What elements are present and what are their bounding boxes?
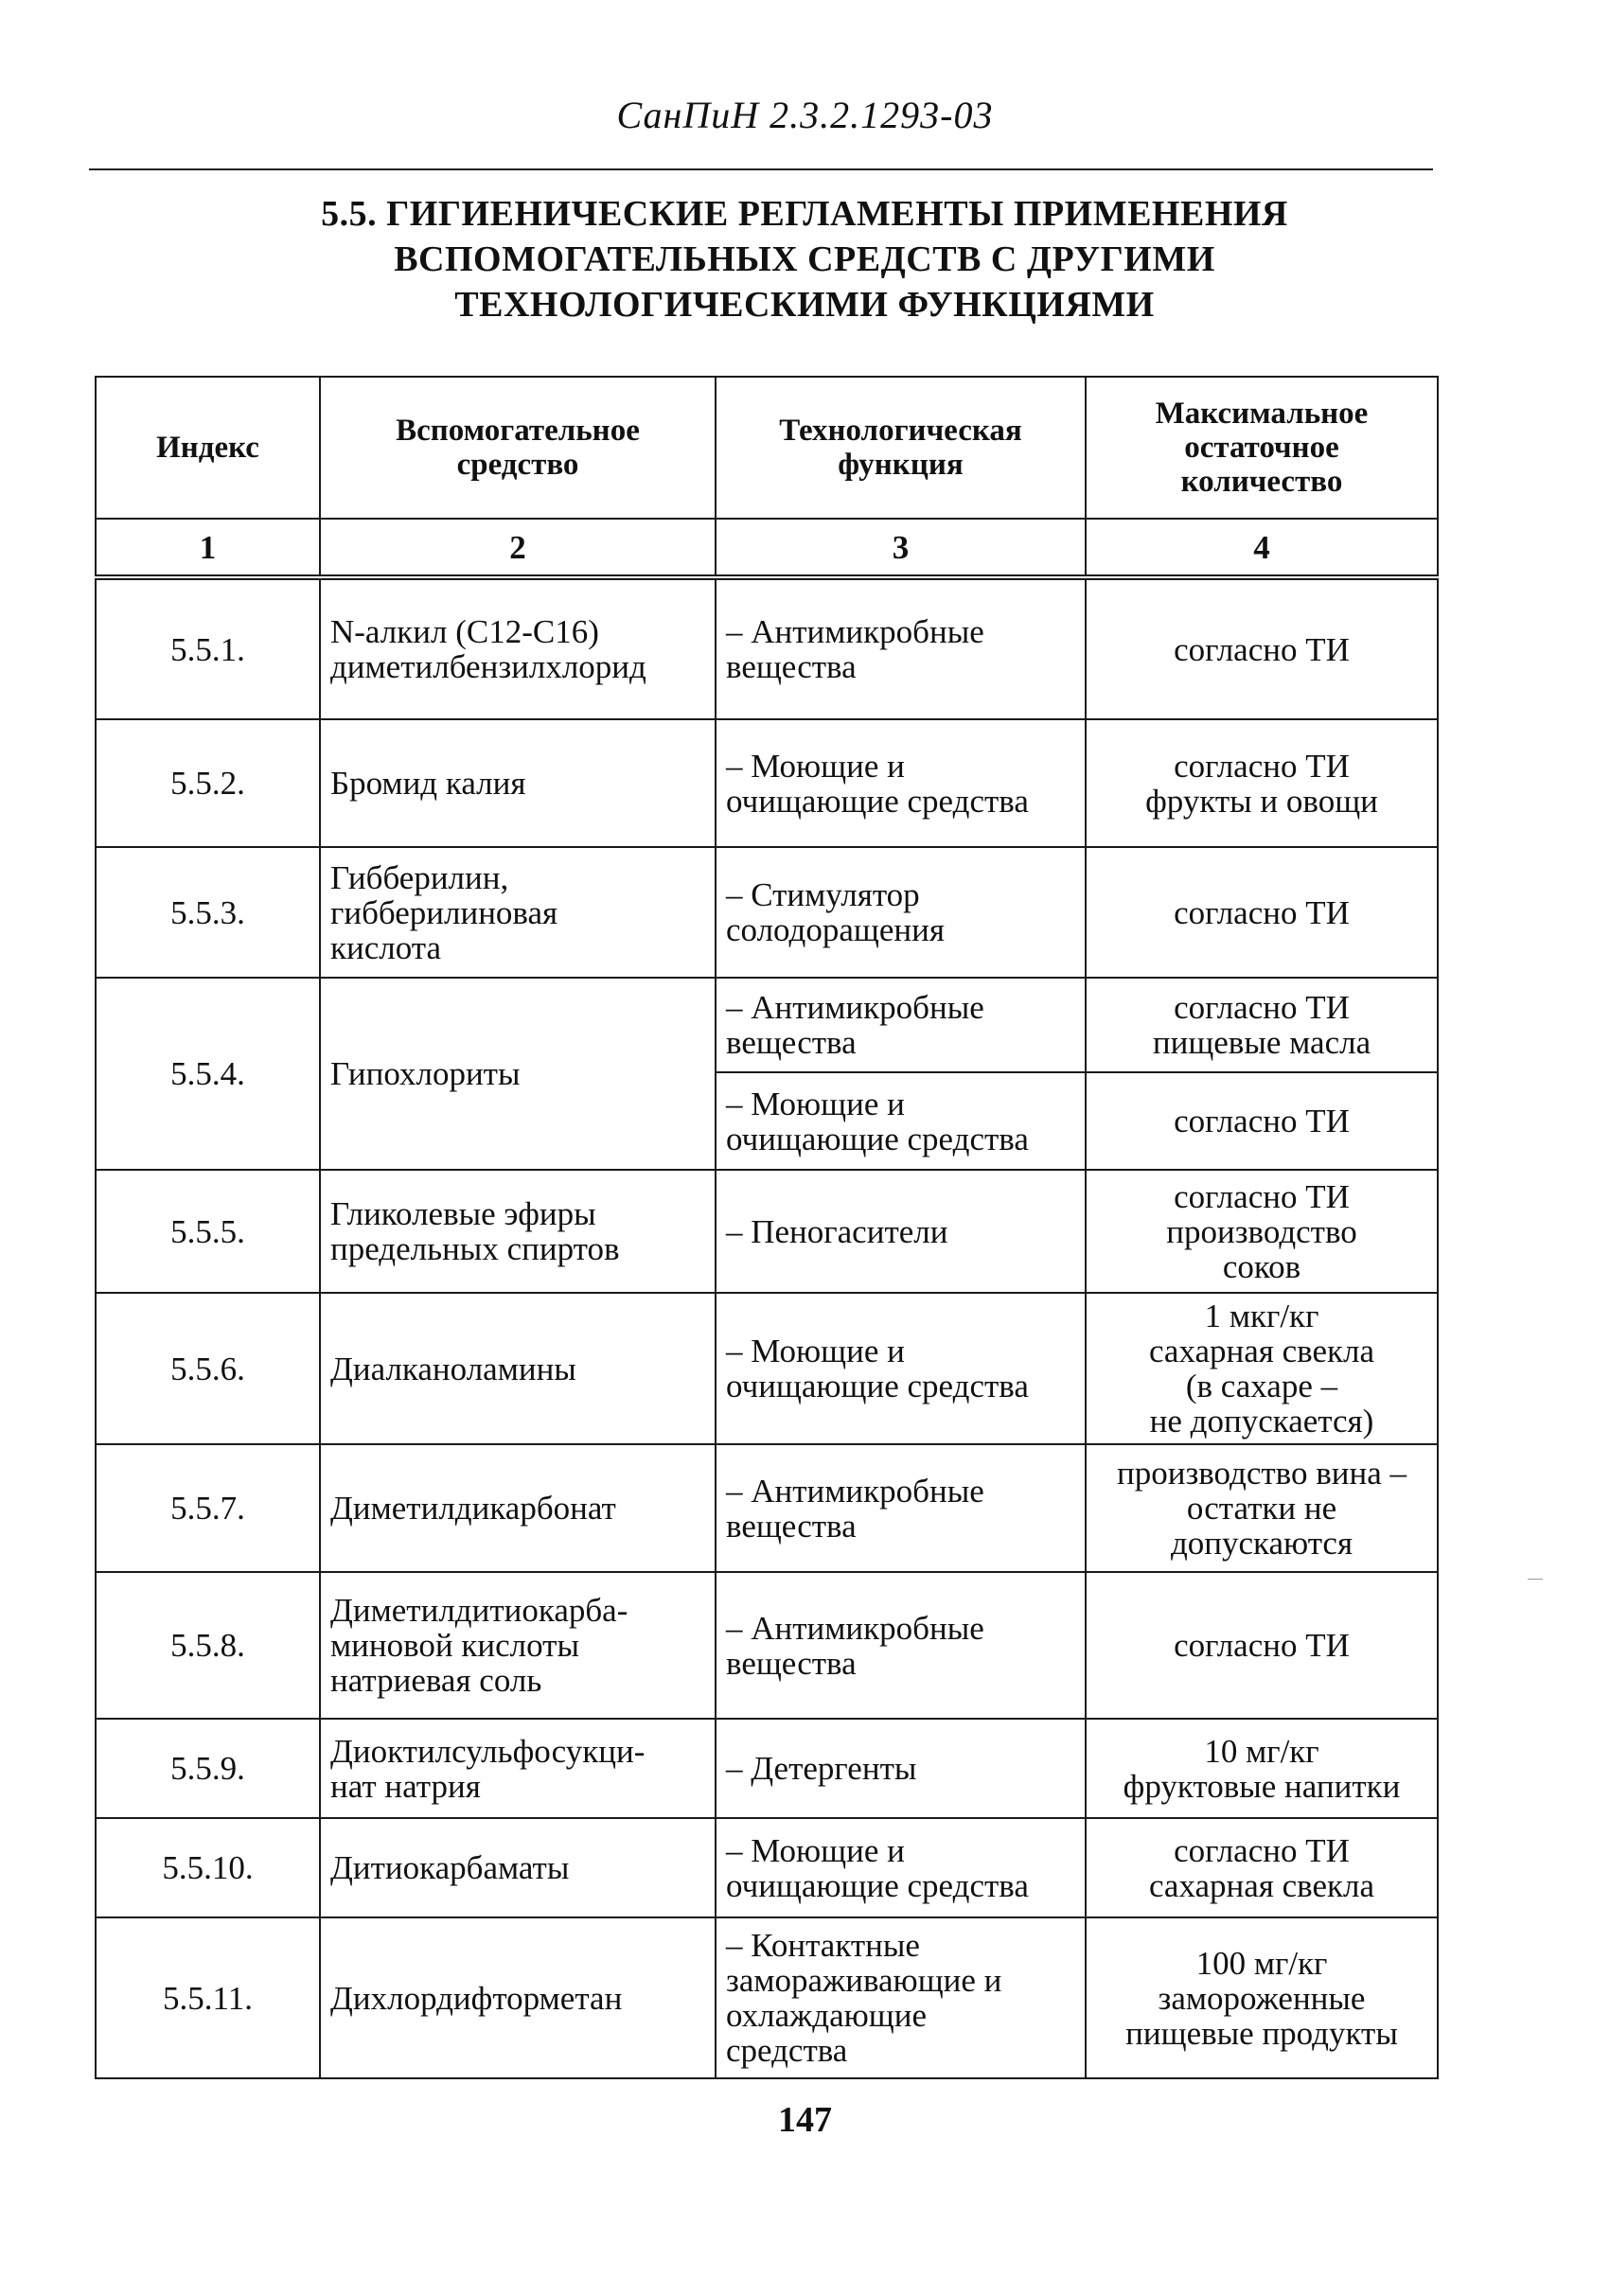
- function-cell-line: очищающие средства: [726, 1120, 1029, 1157]
- function-cell-line: – Контактные: [726, 1927, 920, 1964]
- function-cell-line: вещества: [726, 1024, 857, 1061]
- function-cell-line: – Моющие и: [726, 1831, 905, 1869]
- max-residue-cell: [1086, 577, 1438, 719]
- max-residue-cell-line: 10 мг/кг: [1204, 1732, 1319, 1770]
- table-row: [96, 1818, 1438, 1917]
- function-cell-line: – Моющие и: [726, 1333, 905, 1369]
- agent-cell: [320, 1719, 716, 1818]
- max-residue-cell-line: замороженные: [1158, 1979, 1366, 2017]
- function-cell-line: – Антимикробные: [726, 989, 984, 1026]
- max-residue-cell-line: 1 мкг/кг: [1204, 1298, 1319, 1334]
- header-rule: [89, 168, 1433, 170]
- agent-cell-line: предельных спиртов: [330, 1230, 620, 1267]
- agent-cell-line: Гипохлориты: [330, 1055, 521, 1092]
- function-cell-line: охлаждающие: [726, 1997, 928, 2034]
- function-cell-line: вещества: [726, 648, 857, 685]
- function-cell: [716, 1293, 1086, 1444]
- table-row: [96, 1293, 1438, 1444]
- section-title-line: ВСПОМОГАТЕЛЬНЫХ СРЕДСТВ С ДРУГИМИ: [394, 239, 1215, 279]
- max-residue-cell: [1086, 978, 1438, 1072]
- max-residue-cell-line: согласно ТИ: [1174, 893, 1350, 931]
- max-residue-cell: [1086, 719, 1438, 847]
- agent-cell-line: Гибберилин,: [330, 858, 509, 896]
- function-cell: [716, 1444, 1086, 1572]
- max-residue-cell-line: согласно ТИ: [1174, 989, 1350, 1026]
- agent-cell: [320, 1170, 716, 1293]
- function-cell-line: – Стимулятор: [726, 876, 920, 913]
- max-residue-cell: [1086, 1818, 1438, 1917]
- function-cell-line: – Детергенты: [726, 1750, 917, 1787]
- max-residue-cell-line: фрукты и овощи: [1145, 782, 1378, 820]
- function-cell: [716, 577, 1086, 719]
- max-residue-cell: [1086, 1917, 1438, 2078]
- agent-cell: [320, 577, 716, 719]
- agent-cell-line: гибберилиновая: [330, 893, 558, 931]
- index-cell: 5.5.7.: [96, 1444, 320, 1572]
- index-cell: 5.5.10.: [96, 1818, 320, 1917]
- max-residue-cell-line: пищевые масла: [1152, 1024, 1371, 1061]
- table-row: [96, 1719, 1438, 1818]
- max-residue-cell-line: сахарная свекла: [1148, 1866, 1375, 1904]
- agent-cell: [320, 1293, 716, 1444]
- column-number: 2: [320, 519, 716, 577]
- function-cell: [716, 847, 1086, 978]
- max-residue-cell-line: 100 мг/кг: [1195, 1944, 1328, 1982]
- agent-cell-line: кислота: [330, 928, 442, 966]
- agent-cell-line: Гликолевые эфиры: [330, 1195, 596, 1232]
- max-residue-cell-line: (в сахаре –: [1185, 1368, 1338, 1404]
- agent-cell-line: Диалканоламины: [330, 1350, 576, 1387]
- section-title-line: 5.5. ГИГИЕНИЧЕСКИЕ РЕГЛАМЕНТЫ ПРИМЕНЕНИЯ: [321, 194, 1288, 234]
- max-residue-cell-line: согласно ТИ: [1174, 1177, 1350, 1215]
- function-cell: [716, 1572, 1086, 1719]
- max-residue-cell-line: остатки не: [1186, 1490, 1337, 1527]
- max-residue-cell: [1086, 1719, 1438, 1818]
- agent-cell-line: натриевая соль: [330, 1662, 542, 1699]
- function-cell: [716, 978, 1086, 1072]
- index-cell: 5.5.5.: [96, 1170, 320, 1293]
- function-cell: [716, 1170, 1086, 1293]
- agent-cell-line: Диметилдитиокарба-: [330, 1592, 628, 1629]
- function-cell-line: – Пеногасители: [726, 1212, 948, 1250]
- function-cell-line: очищающие средства: [726, 782, 1029, 820]
- page-number: 147: [778, 2100, 832, 2140]
- agent-cell-line: Диметилдикарбонат: [330, 1490, 616, 1527]
- function-cell-line: – Антимикробные: [726, 1609, 984, 1647]
- agent-cell-line: Дитиокарбаматы: [330, 1849, 570, 1886]
- max-residue-cell-line: допускаются: [1170, 1525, 1353, 1562]
- section-title: [142, 191, 1467, 327]
- table-row: [96, 1444, 1438, 1572]
- index-cell: 5.5.11.: [96, 1917, 320, 2078]
- header-function: Технологическая функция: [716, 377, 1086, 519]
- index-cell: 5.5.2.: [96, 719, 320, 847]
- index-cell: 5.5.1.: [96, 577, 320, 719]
- function-cell-line: – Моющие и: [726, 1085, 905, 1122]
- max-residue-cell-line: фруктовые напитки: [1123, 1767, 1401, 1805]
- agent-cell-line: Бромид калия: [330, 765, 526, 802]
- function-cell: [716, 719, 1086, 847]
- index-cell: 5.5.8.: [96, 1572, 320, 1719]
- max-residue-cell-line: соков: [1222, 1247, 1301, 1285]
- header-row: [96, 377, 1438, 519]
- regulations-table: [95, 376, 1439, 2079]
- agent-cell: [320, 1444, 716, 1572]
- max-residue-cell-line: производство: [1166, 1212, 1357, 1250]
- function-cell-line: – Моющие и: [726, 747, 905, 785]
- table-row: [96, 577, 1438, 719]
- max-residue-cell-line: производство вина –: [1116, 1455, 1407, 1492]
- agent-cell: [320, 719, 716, 847]
- agent-cell: [320, 1818, 716, 1917]
- column-number-row: [96, 519, 1438, 577]
- function-cell-line: вещества: [726, 1644, 857, 1682]
- agent-cell: [320, 1572, 716, 1719]
- column-number: 1: [96, 519, 320, 577]
- table-body: [96, 577, 1438, 2078]
- header-agent: Вспомогательное средство: [320, 377, 716, 519]
- function-cell-line: вещества: [726, 1507, 857, 1545]
- max-residue-cell: [1086, 1072, 1438, 1170]
- max-residue-cell-line: сахарная свекла: [1148, 1333, 1375, 1369]
- header-index: Индекс: [96, 377, 320, 519]
- function-cell-line: солодоращения: [726, 911, 945, 948]
- index-cell: 5.5.6.: [96, 1293, 320, 1444]
- section-title-line: ТЕХНОЛОГИЧЕСКИМИ ФУНКЦИЯМИ: [454, 285, 1155, 325]
- index-cell: 5.5.9.: [96, 1719, 320, 1818]
- function-cell-line: очищающие средства: [726, 1866, 1029, 1904]
- agent-cell-line: нат натрия: [330, 1767, 481, 1805]
- max-residue-cell-line: согласно ТИ: [1174, 1627, 1350, 1664]
- index-cell: 5.5.4.: [96, 978, 320, 1170]
- function-cell: [716, 1818, 1086, 1917]
- table-row: [96, 847, 1438, 978]
- max-residue-cell-line: не допускается): [1149, 1403, 1374, 1439]
- agent-cell: [320, 847, 716, 978]
- table-row: [96, 1572, 1438, 1719]
- column-number: 4: [1086, 519, 1438, 577]
- column-number: 3: [716, 519, 1086, 577]
- max-residue-cell-line: согласно ТИ: [1174, 1831, 1350, 1869]
- agent-cell-line: N-алкил (С12-С16): [330, 613, 599, 650]
- scan-mark: [1528, 1579, 1543, 1580]
- agent-cell-line: диметилбензилхлорид: [330, 648, 646, 685]
- function-cell-line: замораживающие и: [726, 1962, 1002, 1999]
- function-cell-line: очищающие средства: [726, 1368, 1029, 1404]
- max-residue-cell-line: согласно ТИ: [1174, 630, 1350, 668]
- function-cell: [716, 1072, 1086, 1170]
- max-residue-cell: [1086, 1293, 1438, 1444]
- max-residue-cell: [1086, 847, 1438, 978]
- function-cell: [716, 1917, 1086, 2078]
- table-row: [96, 1917, 1438, 2078]
- max-residue-cell-line: пищевые продукты: [1125, 2014, 1398, 2052]
- function-cell-line: средства: [726, 2032, 848, 2069]
- index-cell: 5.5.3.: [96, 847, 320, 978]
- function-cell-line: – Антимикробные: [726, 613, 984, 650]
- max-residue-cell-line: согласно ТИ: [1174, 747, 1350, 785]
- table-row: [96, 1170, 1438, 1293]
- agent-cell-line: Дихлордифторметан: [330, 1979, 623, 2017]
- table-row: [96, 978, 1438, 1072]
- header-max-residue: Максимальное остаточное количество: [1086, 377, 1438, 519]
- agent-cell: [320, 978, 716, 1170]
- max-residue-cell: [1086, 1170, 1438, 1293]
- agent-cell: [320, 1917, 716, 2078]
- agent-cell-line: Диоктилсульфосукци-: [330, 1732, 646, 1770]
- table-row: [96, 719, 1438, 847]
- function-cell-line: – Антимикробные: [726, 1472, 984, 1510]
- max-residue-cell: [1086, 1572, 1438, 1719]
- max-residue-cell: [1086, 1444, 1438, 1572]
- agent-cell-line: миновой кислоты: [330, 1627, 579, 1664]
- function-cell: [716, 1719, 1086, 1818]
- max-residue-cell-line: согласно ТИ: [1174, 1103, 1350, 1139]
- running-head: СанПиН 2.3.2.1293-03: [616, 94, 994, 136]
